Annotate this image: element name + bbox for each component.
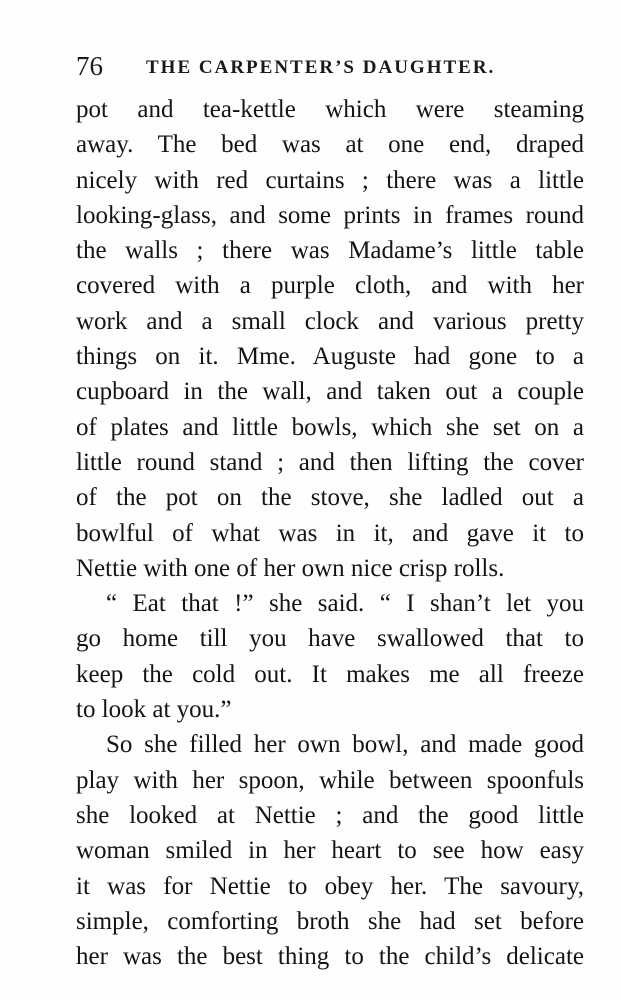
text-line: pot and tea-kettle which were steaming (76, 96, 584, 123)
text-line: nicely with red curtains ; there was a little (76, 166, 584, 194)
text-line: the walls ; there was Madame’s little table (76, 237, 584, 265)
text-line: woman smiled in her heart to see how easy (76, 837, 584, 865)
text-line: go home till you have swallowed that to (76, 625, 584, 653)
text-line: work and a small clock and various pretty (76, 307, 584, 335)
text-line: looking-glass, and some prints in frames round (76, 201, 584, 229)
text-line: of plates and little bowls, which she set on a (76, 413, 584, 441)
text-line: cupboard in the wall, and taken out a couple (76, 378, 584, 406)
text-line: it was for Nettie to obey her. The savoury, (76, 872, 584, 900)
text-line: keep the cold out. It makes me all freeze (76, 660, 584, 688)
text-line: “ Eat that !” she said. “ I shan’t let you (106, 590, 584, 618)
page-number: 76 (76, 51, 103, 81)
text-line: to look at you.” (76, 696, 232, 724)
text-line: Nettie with one of her own nice crisp rolls. (76, 554, 505, 582)
text-line: of the pot on the stove, she ladled out a (76, 484, 584, 512)
text-line: she looked at Nettie ; and the good little (76, 801, 584, 829)
text-line: play with her spoon, while between spoonfuls (76, 766, 584, 794)
text-line: little round stand ; and then lifting the cover (76, 448, 584, 476)
text-line: her was the best thing to the child’s delicate (76, 943, 584, 971)
text-line: away. The bed was at one end, draped (76, 131, 584, 159)
body-text (76, 92, 584, 974)
text-line: things on it. Mme. Auguste had gone to a (76, 343, 584, 371)
text-line: bowlful of what was in it, and gave it to (76, 519, 584, 547)
text-line: simple, comforting broth she had set before (76, 907, 584, 935)
text-line: So she filled her own bowl, and made good (106, 731, 584, 759)
page-header (76, 46, 586, 86)
running-head: THE CARPENTER’S DAUGHTER. (146, 57, 496, 78)
text-line: covered with a purple cloth, and with her (76, 272, 584, 300)
